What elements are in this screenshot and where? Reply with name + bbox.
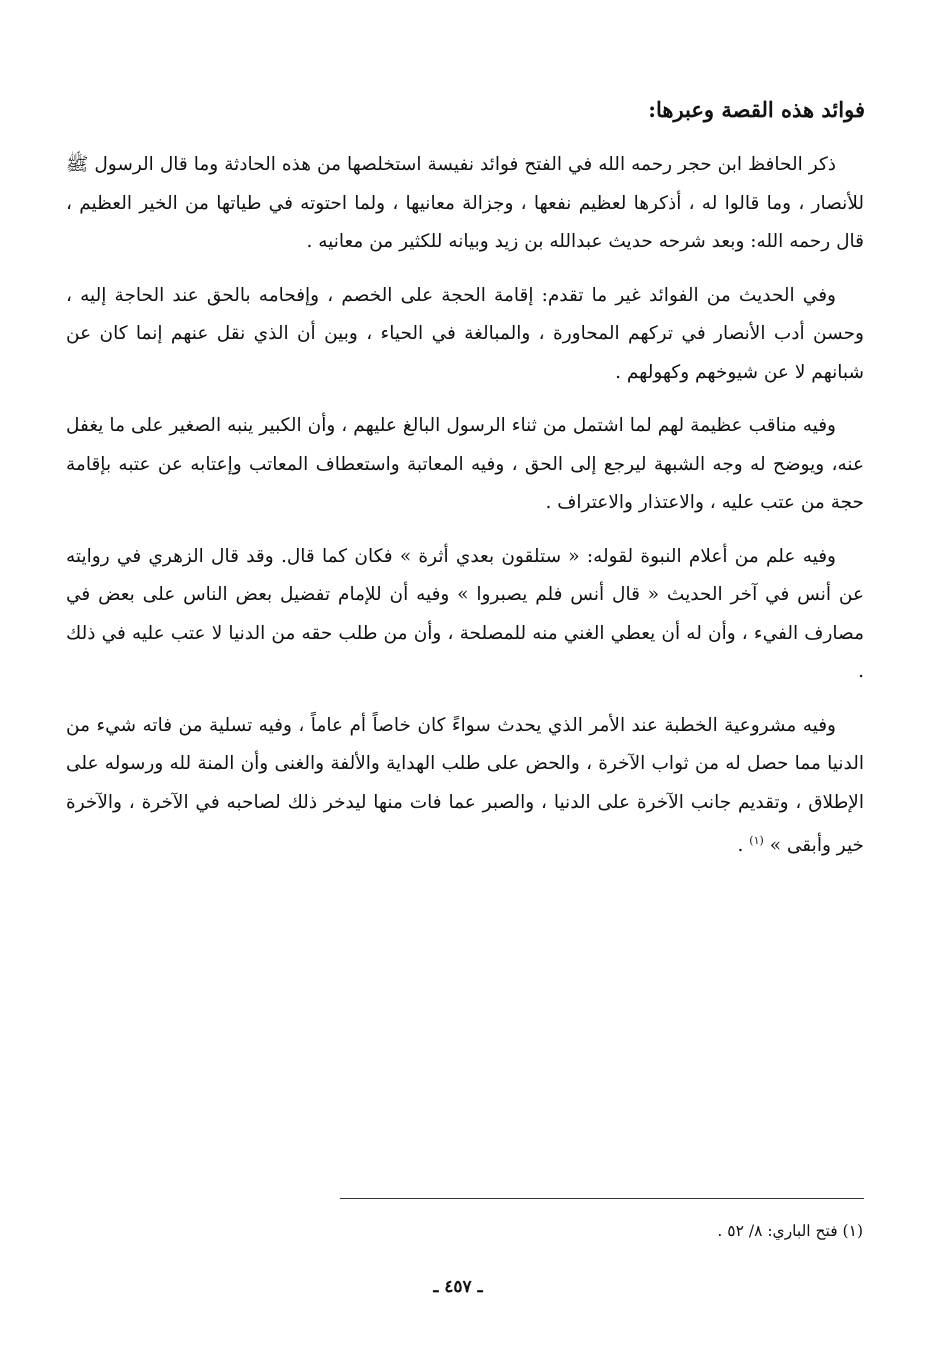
paragraph-3: وفيه مناقب عظيمة لهم لما اشتمل من ثناء الرسول البالغ عليهم ، وأن الكبير ينبه الصغير على ما يغفل عنه، ويوضح له وجه الشبهة ليرجع إلى الحق ، وفيه المعاتبة واستعطاف المعاتب وإعتابه عن عتبه بإقامة حجة من عتب عليه ، والاعتذار والاعتراف . [66,415,864,513]
paragraph-5-end: . [737,835,750,857]
paragraph-4: وفيه علم من أعلام النبوة لقوله: « ستلقون بعدي أثرة » فكان كما قال. وقد قال الزهري في روايته عن أنس في آخر الحديث « قال أنس فلم يصبروا » وفيه أن للإمام تفضيل بعض الناس على بعض في مصارف الفيء ، وأن له أن يعطي الغني منه للمصلحة ، وأن من طلب حقه من الدنيا لا عتب عليه في ذلك . [66,545,864,682]
footnote-divider [340,1198,864,1199]
paragraph-5-text: وفيه مشروعية الخطبة عند الأمر الذي يحدث سواءً كان خاصاً أم عاماً ، وفيه تسلية من فاته شيء من الدنيا مما حصل له من ثواب الآخرة ، والحض على طلب الهداية والألفة والغنى وأن المنة لله ورسوله على الإطلاق ، وتقديم جانب الآخرة على الدنيا ، والصبر عما فات منها ليدخر ذلك لصاحبه في الآخرة ، والآخرة خير وأبقى » [66,714,864,857]
paragraph-2: وفي الحديث من الفوائد غير ما تقدم: إقامة الحجة على الخصم ، وإفحامه بالحق عند الحاجة إليه ، وحسن أدب الأنصار في تركهم المحاورة ، والمبالغة في الحياء ، وبين أن الذي نقل عنهم إنما كان عن شبانهم لا عن شيوخهم وكهولهم . [66,284,864,383]
body-text [66,146,864,866]
section-heading: فوائد هذه القصة وعبرها: [648,97,865,122]
page-number: ـ ٤٥٧ ـ [433,1277,483,1297]
paragraph-5 [66,707,864,866]
paragraph-1: ذكر الحافظ ابن حجر رحمه الله في الفتح فوائد نفيسة استخلصها من هذه الحادثة وما قال الرسول ﷺ للأنصار ، وما قالوا له ، أذكرها لعظيم نفعها ، وجزالة معانيها ، ولما احتوته في طياتها من الخير العظيم ، قال رحمه الله: وبعد شرحه حديث عبدالله بن زيد وبيانه للكثير من معانيه . [66,154,864,252]
footnote-reference[interactable]: (١) [749,834,764,847]
footnote: (١) فتح الباري: ٨/ ٥٢ . [717,1222,863,1240]
